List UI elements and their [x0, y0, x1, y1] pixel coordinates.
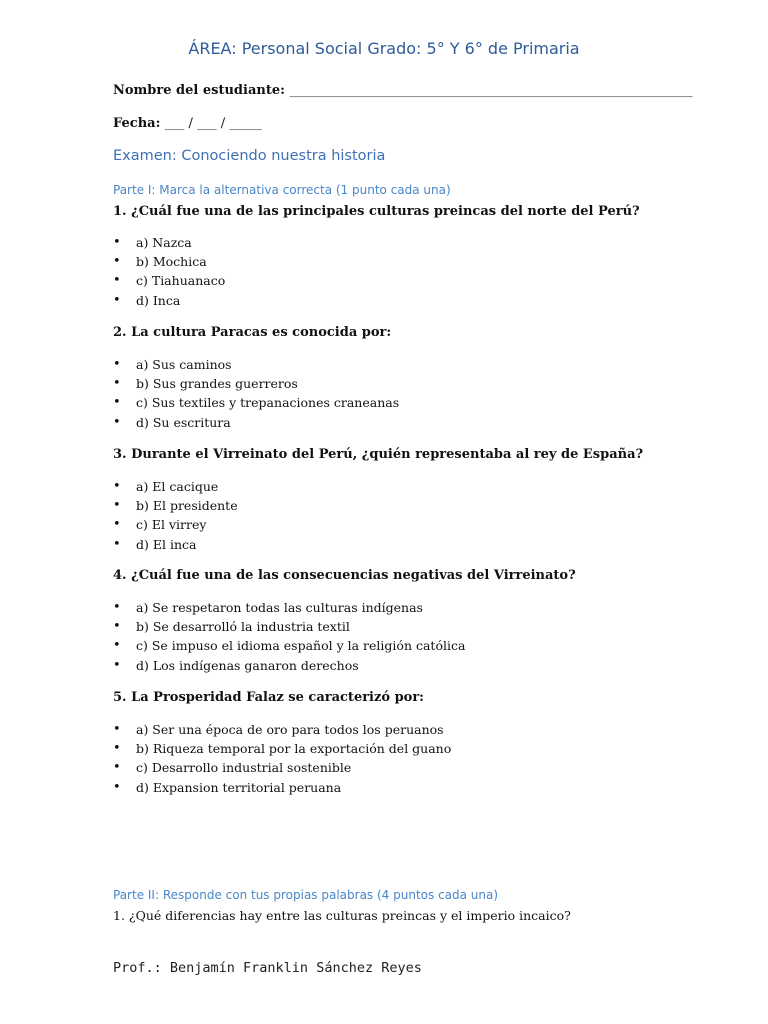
- option-label: a) Nazca: [136, 235, 192, 250]
- bullet-icon: •: [113, 414, 121, 430]
- question-1-options: [113, 233, 225, 310]
- option-label: b) Riqueza temporal por la exportación del guano: [136, 741, 452, 757]
- bullet-icon: •: [113, 657, 121, 673]
- option-label: d) Su escritura: [136, 414, 231, 430]
- option-item: [113, 598, 465, 617]
- option-item: [113, 393, 399, 412]
- option-label: b) Mochica: [136, 254, 207, 270]
- bullet-icon: •: [113, 779, 121, 795]
- option-item: [113, 515, 238, 534]
- option-label: c) Desarrollo industrial sostenible: [136, 760, 352, 776]
- question-5: 5. La Prosperidad Falaz se caracterizó por:: [113, 690, 424, 705]
- option-label: c) El virrey: [136, 517, 207, 533]
- bullet-icon: •: [113, 292, 121, 308]
- bullet-icon: •: [113, 498, 121, 514]
- option-label: d) Inca: [136, 292, 181, 308]
- student-name-label: Nombre del estudiante:: [113, 83, 285, 98]
- bullet-icon: •: [113, 517, 121, 533]
- option-label: a) El cacique: [136, 479, 219, 494]
- bullet-icon: •: [113, 722, 121, 737]
- bullet-icon: •: [113, 273, 121, 289]
- option-item: [113, 291, 225, 310]
- question-2: 2. La cultura Paracas es conocida por:: [113, 325, 392, 340]
- bullet-icon: •: [113, 395, 121, 411]
- option-label: b) Sus grandes guerreros: [136, 376, 298, 392]
- teacher-signature: Prof.: Benjamín Franklin Sánchez Reyes: [113, 960, 422, 976]
- option-item: [113, 477, 238, 496]
- bullet-icon: •: [113, 235, 121, 250]
- part1-heading: Parte I: Marca la alternativa correcta (1 punto cada una): [113, 183, 451, 197]
- exam-title: Examen: Conociendo nuestra historia: [113, 148, 386, 164]
- bullet-icon: •: [113, 479, 121, 494]
- open-question-1: 1. ¿Qué diferencias hay entre las culturas preincas y el imperio incaico?: [113, 908, 571, 923]
- date-field: [113, 116, 262, 131]
- student-name-blank: ______________________________________________________________: [289, 83, 693, 98]
- option-label: c) Se impuso el idioma español y la religión católica: [136, 638, 466, 654]
- option-label: d) Expansion territorial peruana: [136, 779, 342, 795]
- option-item: [113, 720, 451, 739]
- question-3-options: [113, 477, 238, 554]
- option-item: [113, 739, 451, 758]
- option-label: d) El inca: [136, 536, 197, 552]
- option-item: [113, 496, 238, 515]
- option-label: c) Tiahuanaco: [136, 273, 226, 289]
- option-label: c) Sus textiles y trepanaciones craneanas: [136, 395, 400, 411]
- question-4: 4. ¿Cuál fue una de las consecuencias negativas del Virreinato?: [113, 568, 576, 583]
- option-item: [113, 758, 451, 777]
- option-item: [113, 374, 399, 393]
- bullet-icon: •: [113, 619, 121, 635]
- option-item: [113, 271, 225, 290]
- option-label: a) Se respetaron todas las culturas indígenas: [136, 600, 423, 615]
- student-name-field: [113, 83, 692, 98]
- option-item: [113, 617, 465, 636]
- option-label: b) Se desarrolló la industria textil: [136, 619, 350, 635]
- bullet-icon: •: [113, 357, 121, 372]
- option-item: [113, 233, 225, 252]
- bullet-icon: •: [113, 760, 121, 776]
- option-item: [113, 413, 399, 432]
- question-4-options: [113, 598, 465, 675]
- option-item: [113, 778, 451, 797]
- option-item: [113, 656, 465, 675]
- bullet-icon: •: [113, 638, 121, 654]
- option-item: [113, 355, 399, 374]
- part2-heading: Parte II: Responde con tus propias palabras (4 puntos cada una): [113, 888, 499, 902]
- option-item: [113, 252, 225, 271]
- bullet-icon: •: [113, 376, 121, 392]
- option-label: a) Ser una época de oro para todos los peruanos: [136, 722, 444, 737]
- option-item: [113, 535, 238, 554]
- bullet-icon: •: [113, 536, 121, 552]
- bullet-icon: •: [113, 741, 121, 757]
- question-1: 1. ¿Cuál fue una de las principales culturas preincas del norte del Perú?: [113, 204, 640, 219]
- option-label: d) Los indígenas ganaron derechos: [136, 657, 359, 673]
- option-item: [113, 636, 465, 655]
- bullet-icon: •: [113, 254, 121, 270]
- question-5-options: [113, 720, 451, 797]
- option-label: a) Sus caminos: [136, 357, 232, 372]
- question-2-options: [113, 355, 399, 432]
- date-blank: ___ / ___ / _____: [164, 116, 262, 131]
- question-3: 3. Durante el Virreinato del Perú, ¿quién representaba al rey de España?: [113, 447, 644, 462]
- option-label: b) El presidente: [136, 498, 238, 514]
- date-label: Fecha:: [113, 116, 161, 131]
- document-title: ÁREA: Personal Social Grado: 5° Y 6° de Primaria: [188, 39, 580, 58]
- bullet-icon: •: [113, 600, 121, 615]
